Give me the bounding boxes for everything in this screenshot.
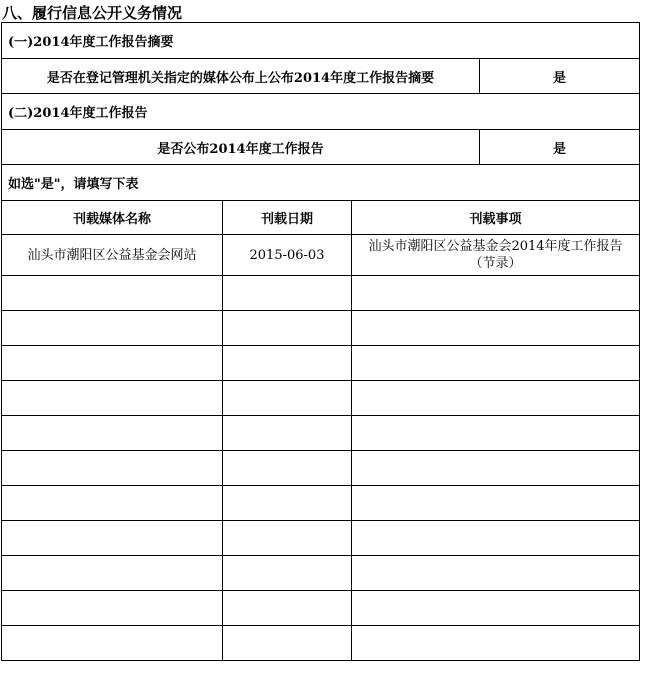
empty-row (2, 591, 640, 626)
empty-row (2, 381, 640, 416)
empty-row (2, 556, 640, 591)
section2-question: 是否公布2014年度工作报告 (2, 130, 480, 165)
disclosure-table (1, 22, 640, 661)
empty-row (2, 346, 640, 381)
fill-instruction: 如选"是"，请填写下表 (2, 165, 640, 201)
empty-row (2, 626, 640, 661)
row-date: 2015-06-03 (223, 235, 352, 276)
section1-question: 是否在登记管理机关指定的媒体公布上公布2014年度工作报告摘要 (2, 59, 480, 94)
empty-row (2, 416, 640, 451)
empty-row (2, 521, 640, 556)
section2-heading: (二)2014年度工作报告 (2, 94, 640, 130)
header-media-name: 刊载媒体名称 (2, 201, 223, 235)
row-media-name: 汕头市潮阳区公益基金会网站 (2, 235, 223, 276)
row-item: 汕头市潮阳区公益基金会2014年度工作报告（节录） (352, 235, 640, 276)
section1-heading: (一)2014年度工作报告摘要 (2, 23, 640, 59)
empty-row (2, 451, 640, 486)
empty-row (2, 276, 640, 311)
table-row (2, 235, 640, 276)
section-title: 八、履行信息公开义务情况 (2, 4, 183, 22)
header-item: 刊载事项 (352, 201, 640, 235)
section1-answer: 是 (480, 59, 640, 94)
empty-row (2, 486, 640, 521)
header-date: 刊载日期 (223, 201, 352, 235)
empty-row (2, 311, 640, 346)
section2-answer: 是 (480, 130, 640, 165)
